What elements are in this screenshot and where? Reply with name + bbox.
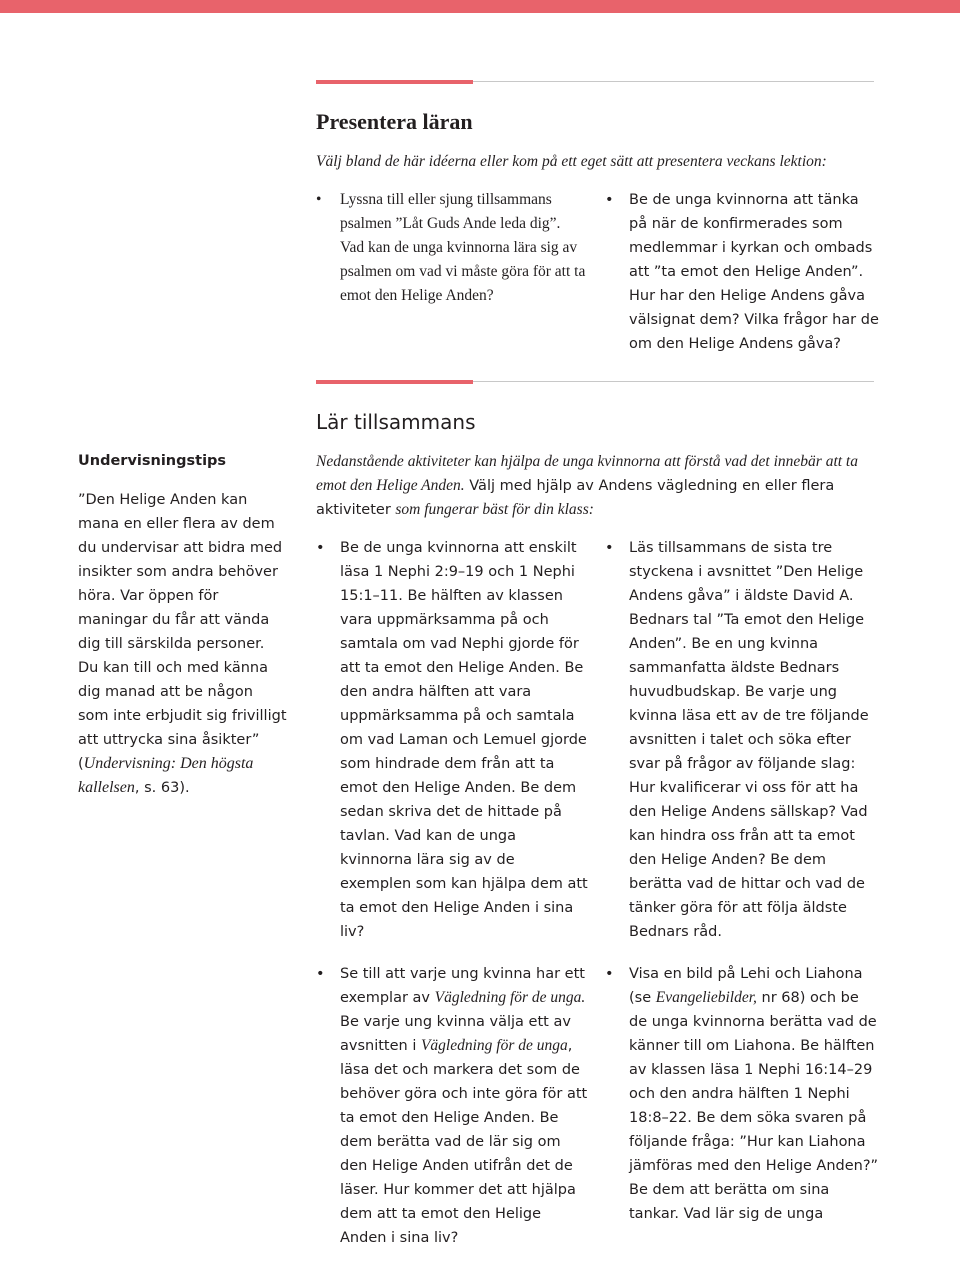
text-run-italic: Evangeliebilder, [655,989,757,1006]
text-run-italic: Vägledning för de unga. [434,989,586,1006]
sidebar-body [78,488,288,800]
learn-column-2 [605,536,880,1238]
sidebar-quote: ”Den Helige Anden kan mana en eller flera av dem du undervisar att bidra med insikter som andra behöver höra. Var öppen för maningar du får att vända dig till särskilda personer. Du kan till och med känna dig manad att be någon som inte erbjudit sig frivilligt att uttrycka sina åsikter” ( [78,492,287,772]
text-run: Se till att varje ung kvinna har ett exemplar av [340,966,585,1006]
bullet-icon: • [316,191,322,208]
list-item [316,962,588,1250]
present-column-1 [316,188,586,320]
sidebar-citation: Undervisning: Den högsta kallelsen [78,755,254,796]
sidebar-title: Undervisningstips [78,453,227,469]
learn-column-1 [316,536,588,1262]
bullet-icon: • [605,540,614,556]
bullet-icon: • [605,192,614,208]
bullet-icon: • [605,966,614,982]
top-accent-bar [0,0,960,13]
list-item-text: Läs tillsammans de sista tre styckena i avsnittet ”Den Helige Andens gåva” i äldste David A. Bednars tal ”Ta emot den Helige Anden”. Be en ung kvinna sammanfatta äldste Bednars huvudbudskap. Be varje ung kvinna läsa ett av de tre följande avsnitten i talet och söka efter svar på frågor av följande slag: Hur kvalificerar vi oss för att ha den Helige Andens sällskap? Vad kan hindra oss från att ta emot den Helige Anden? Be dem berätta vad de hittar och vad de tänker göra för att följa äldste Bednars råd. [629,540,869,940]
intro-italic-text-2: som fungerar bäst för din klass: [395,501,594,518]
list-item-text: Lyssna till eller sjung tillsammans psalmen ”Låt Guds Ande leda dig”. Vad kan de unga kvinnorna lära sig av psalmen om vad vi måste göra för att ta emot den Helige Anden? [340,191,586,304]
bullet-icon: • [316,540,325,556]
list-item-text [629,966,878,1222]
list-item [605,536,880,944]
section-accent [316,380,473,384]
section-title-learn: Lär tillsammans [316,410,476,434]
text-run-italic: Vägledning för de unga [420,1037,568,1054]
list-item-text: Be de unga kvinnorna att enskilt läsa 1 Nephi 2:9–19 och 1 Nephi 15:1–11. Be hälften av klassen vara uppmärksamma på och samtala om vad Nephi gjorde för att ta emot den Helige Anden. Be den andra hälften att vara uppmärksamma på och samtala om vad Laman och Lemuel gjorde som hindrade dem från att ta emot den Helige Anden. Be dem sedan skriva det de hittade på tavlan. Vad kan de unga kvinnorna lära sig av de exemplen som kan hjälpa dem att ta emot den Helige Anden i sina liv? [340,540,588,940]
intro-plain-text: Välj med hjälp av Andens vägledning en eller flera aktiviteter [316,478,835,518]
section-title-present: Presentera läran [316,109,473,134]
present-column-2 [605,188,880,368]
section-accent [316,80,473,84]
text-run: nr 68) och be de unga kvinnorna berätta vad de känner till om Liahona. Be hälften av klassen läsa 1 Nephi 16:14–29 och den andra hälften 1 Nephi 18:8–22. Be dem söka svaren på följande fråga: ”Hur kan Liahona jämföras med den Helige Anden?” Be dem att berätta om sina tankar. Vad lär sig de unga [629,990,879,1222]
intro-italic-text: Nedanstående aktiviteter kan hjälpa de unga kvinnorna att förstå vad det innebär att ta emot den Helige Anden. [316,453,858,494]
list-item-text [340,966,587,1246]
section-intro-learn [316,450,881,522]
section-intro-present: Välj bland de här idéerna eller kom på ett eget sätt att presentera veckans lektion: [316,153,827,170]
list-item [316,188,586,308]
sidebar-citation-tail: , s. 63). [134,780,190,796]
list-item [316,536,588,944]
list-item [605,188,880,356]
list-item [605,962,880,1226]
list-item-text: Be de unga kvinnorna att tänka på när de konfirmerades som medlemmar i kyrkan och ombads att ”ta emot den Helige Anden”. Hur har den Helige Andens gåva välsignat dem? Vilka frågor har de om den Helige Andens gåva? [629,192,879,352]
text-run: Be varje ung kvinna välja ett av avsnitten i [340,1014,571,1054]
text-run: Visa en bild på Lehi och Liahona (se [629,966,863,1006]
bullet-icon: • [316,966,325,982]
text-run: , läsa det och markera det som de behöver göra och inte göra för att ta emot den Helige Anden. Be dem berätta vad de lär sig om den Helige Anden utifrån det de läser. Hur kommer det att hjälpa dem att ta emot den Helige Anden i sina liv? [340,1038,588,1246]
